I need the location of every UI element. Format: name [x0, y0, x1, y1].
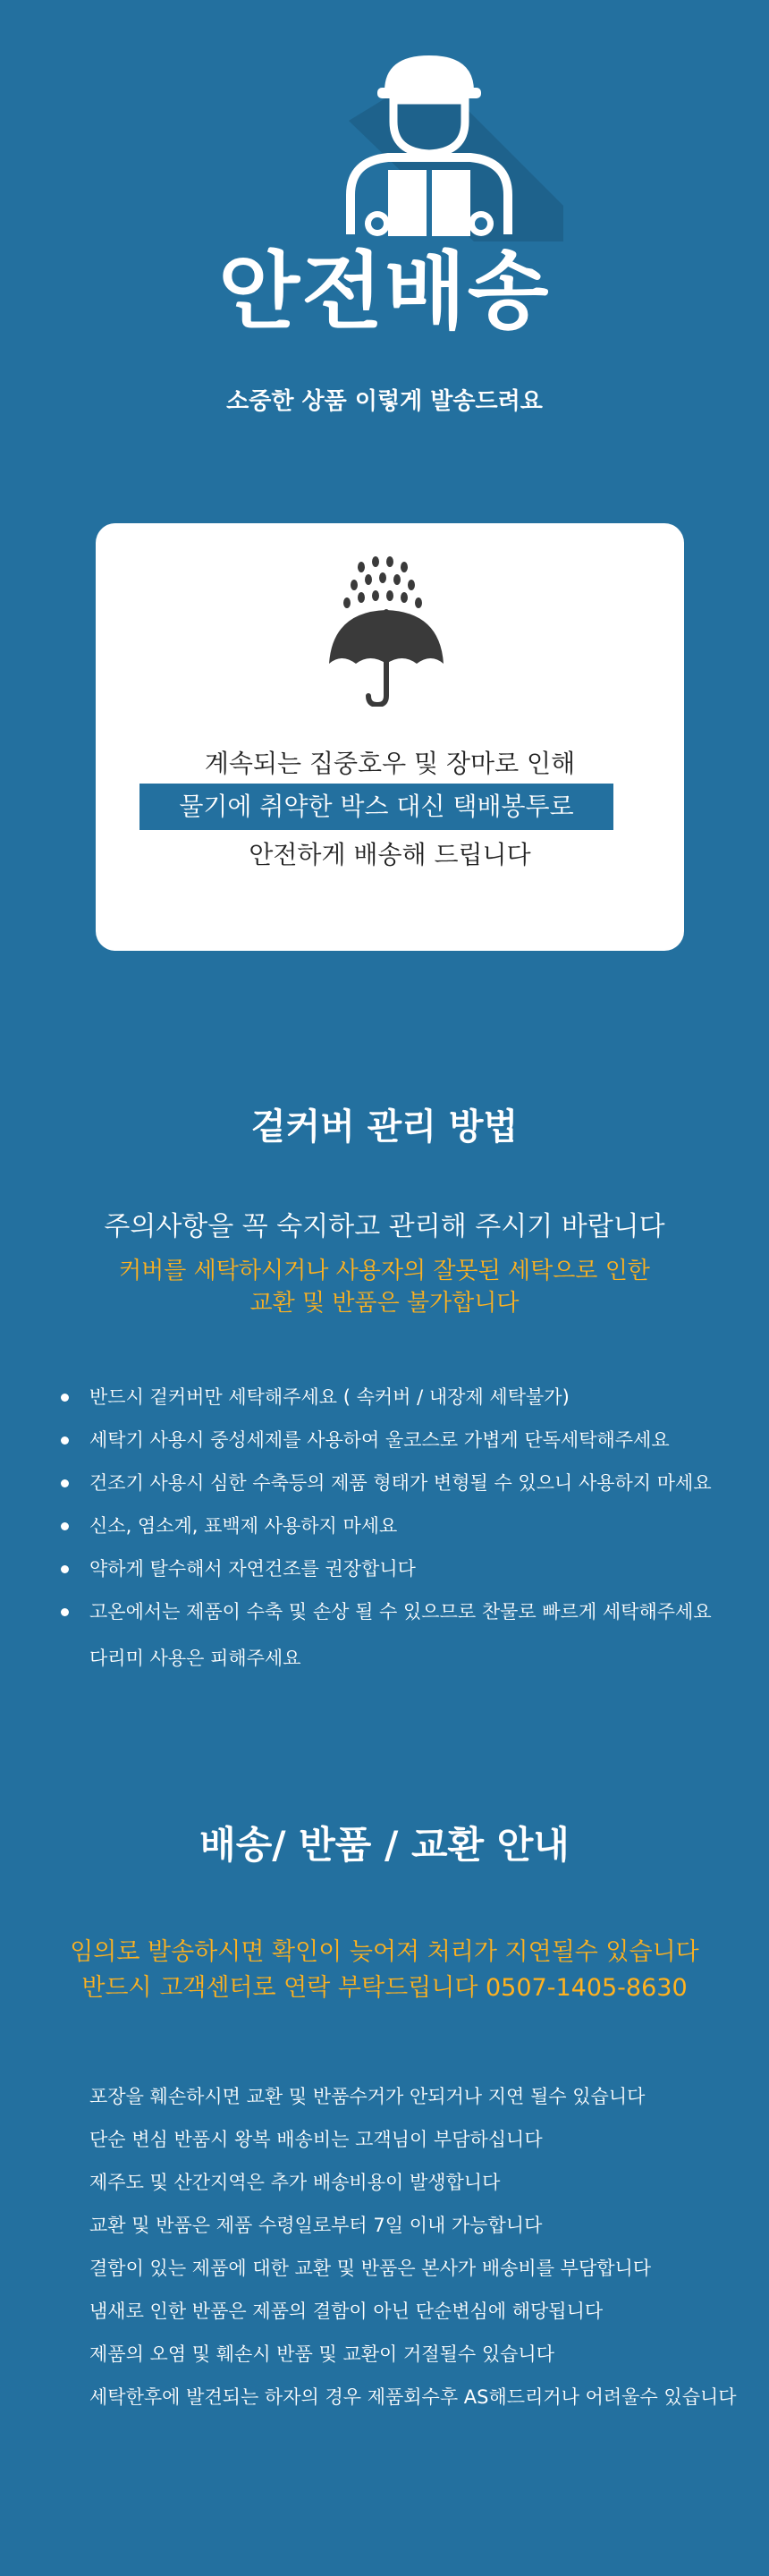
shipping-warning-line-1: 임의로 발송하시면 확인이 늦어져 처리가 지연될수 있습니다 [70, 1938, 699, 1966]
care-intro: 주의사항을 꼭 숙지하고 관리해 주시기 바랍니다 [104, 1211, 665, 1242]
list-item: 결함이 있는 제품에 대한 교환 및 반품은 본사가 배송비를 부담합니다 [89, 2258, 652, 2279]
list-item: 신소, 염소계, 표백제 사용하지 마세요 [61, 1513, 712, 1556]
care-extra-note: 다리미 사용은 피해주세요 [89, 1648, 301, 1669]
list-item: 반드시 겉커버만 세탁해주세요 ( 속커버 / 내장제 세탁불가) [61, 1385, 712, 1428]
notice-line-1: 계속되는 집중호우 및 장마로 인해 [204, 749, 576, 778]
shipping-policy-list [89, 2084, 737, 2428]
shipping-section-title: 배송/ 반품 / 교환 안내 [199, 1823, 570, 1867]
list-item: 건조기 사용시 심한 수축등의 제품 형태가 변형될 수 있으니 사용하지 마세요 [61, 1470, 712, 1513]
bullet-icon [61, 1522, 69, 1530]
list-item: 교환 및 반품은 제품 수령일로부터 7일 이내 가능합니다 [89, 2215, 543, 2236]
care-warning-line-1: 커버를 세탁하시거나 사용자의 잘못된 세탁으로 인한 [119, 1258, 650, 1284]
bullet-icon [61, 1394, 69, 1402]
list-item: 냄새로 인한 반품은 제품의 결함이 아닌 단순변심에 해당됩니다 [89, 2301, 604, 2322]
notice-line-2-highlight: 물기에 취약한 박스 대신 택배봉투로 [139, 784, 613, 830]
list-item: 제주도 및 산간지역은 추가 배송비용이 발생합니다 [89, 2172, 501, 2193]
list-item: 세탁기 사용시 중성세제를 사용하여 울코스로 가볍게 단독세탁해주세요 [61, 1428, 712, 1470]
notice-line-3: 안전하게 배송해 드립니다 [249, 840, 531, 869]
list-item: 포장을 훼손하시면 교환 및 반품수거가 안되거나 지연 될수 있습니다 [89, 2086, 646, 2107]
list-item: 제품의 오염 및 훼손시 반품 및 교환이 거절될수 있습니다 [89, 2343, 554, 2365]
care-instructions-list [61, 1385, 712, 1642]
list-item: 약하게 탈수해서 자연건조를 권장합니다 [61, 1556, 712, 1599]
shipping-warning-line-2: 반드시 고객센터로 연락 부탁드립니다 0507-1405-8630 [81, 1974, 688, 2002]
hero-subtitle: 소중한 상품 이렇게 발송드려요 [226, 388, 543, 415]
hero-title: 안전배송 [218, 243, 551, 341]
delivery-person-icon [295, 36, 563, 242]
bullet-icon [61, 1608, 69, 1616]
list-item: 고온에서는 제품이 수축 및 손상 될 수 있으므로 찬물로 빠르게 세탁해주세요 [61, 1599, 712, 1642]
care-section-title: 겉커버 관리 방법 [250, 1106, 519, 1148]
bullet-icon [61, 1565, 69, 1573]
list-item: 세탁한후에 발견되는 하자의 경우 제품회수후 AS해드리거나 어려울수 있습니다 [89, 2386, 737, 2408]
bullet-icon [61, 1436, 69, 1445]
umbrella-rain-icon [325, 555, 447, 707]
list-item: 단순 변심 반품시 왕복 배송비는 고객님이 부담하십니다 [89, 2129, 543, 2150]
care-warning-line-2: 교환 및 반품은 불가합니다 [249, 1290, 520, 1317]
bullet-icon [61, 1479, 69, 1487]
